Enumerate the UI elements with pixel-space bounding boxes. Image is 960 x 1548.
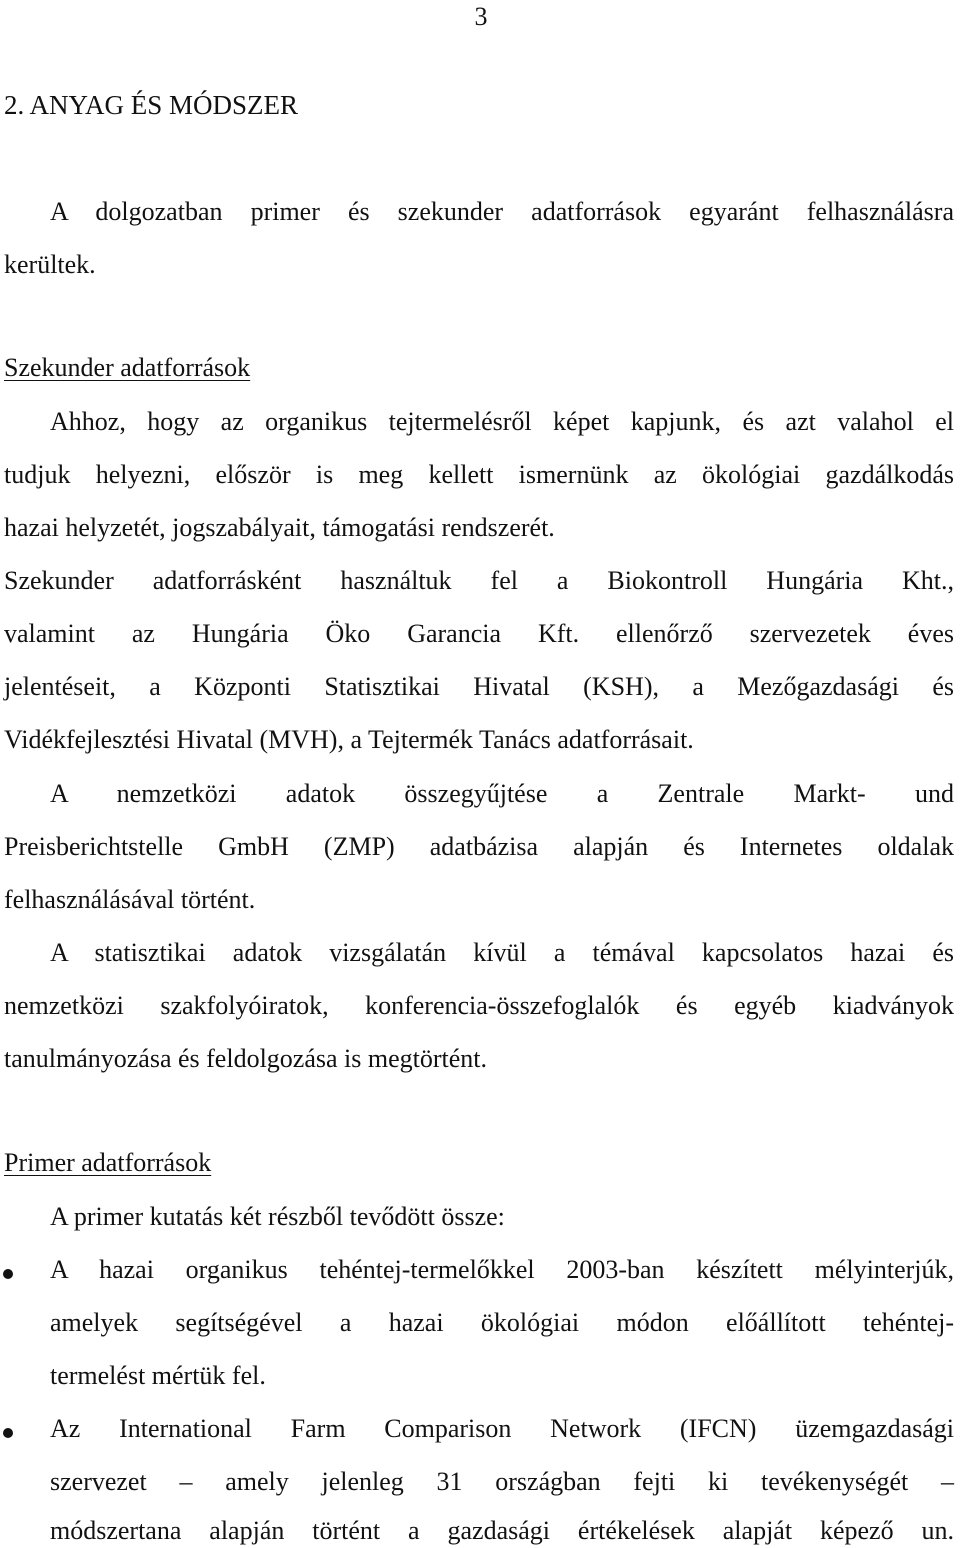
secondary-line: tudjuk helyezni, először is meg kellett ismernünk az ökológiai gazdálkodás [4,460,954,489]
secondary-line: jelentéseit, a Központi Statisztikai Hivatal (KSH), a Mezőgazdasági és [4,672,954,701]
intro-line: A dolgozatban primer és szekunder adatforrások egyaránt felhasználásra [50,197,954,226]
section-heading: 2. ANYAG ÉS MÓDSZER [4,90,299,120]
primary-sources-title: Primer adatforrások [4,1148,212,1177]
secondary-line: Ahhoz, hogy az organikus tejtermelésről képet kapjunk, és azt valahol el [50,407,954,436]
bullet-line: A hazai organikus tehéntej-termelőkkel 2003-ban készített mélyinterjúk, [50,1255,954,1284]
bullet-line: termelést mértük fel. [50,1361,266,1390]
secondary-line: nemzetközi szakfolyóiratok, konferencia-összefoglalók és egyéb kiadványok [4,991,954,1020]
secondary-line: A nemzetközi adatok összegyűjtése a Zentrale Markt- und [50,779,954,808]
bullet-marker [3,1269,13,1279]
secondary-line: tanulmányozása és feldolgozása is megtörtént. [4,1044,488,1073]
secondary-line: Vidékfejlesztési Hivatal (MVH), a Tejtermék Tanács adatforrásait. [4,725,694,754]
secondary-sources-title: Szekunder adatforrások [4,353,251,382]
bullet-line: szervezet – amely jelenleg 31 országban fejti ki tevékenységét – [50,1467,954,1496]
primary-intro: A primer kutatás két részből tevődött össze: [50,1202,505,1231]
secondary-line: felhasználásával történt. [4,885,256,914]
secondary-line: hazai helyzetét, jogszabályait, támogatási rendszerét. [4,513,555,542]
bullet-line: amelyek segítségével a hazai ökológiai módon előállított tehéntej- [50,1308,954,1337]
bullet-line: Az International Farm Comparison Network (IFCN) üzemgazdasági [50,1414,954,1443]
secondary-line: A statisztikai adatok vizsgálatán kívül a témával kapcsolatos hazai és [50,938,954,967]
bullet-marker [3,1428,13,1438]
secondary-line: Preisberichtstelle GmbH (ZMP) adatbázisa alapján és Internetes oldalak [4,832,954,861]
bullet-line: módszertana alapján történt a gazdasági értékelések alapját képező un. [50,1516,954,1545]
page-number: 3 [474,2,488,31]
secondary-line: valamint az Hungária Öko Garancia Kft. ellenőrző szervezetek éves [4,619,954,648]
intro-line: kerültek. [4,250,96,279]
secondary-line: Szekunder adatforrásként használtuk fel a Biokontroll Hungária Kht., [4,566,954,595]
